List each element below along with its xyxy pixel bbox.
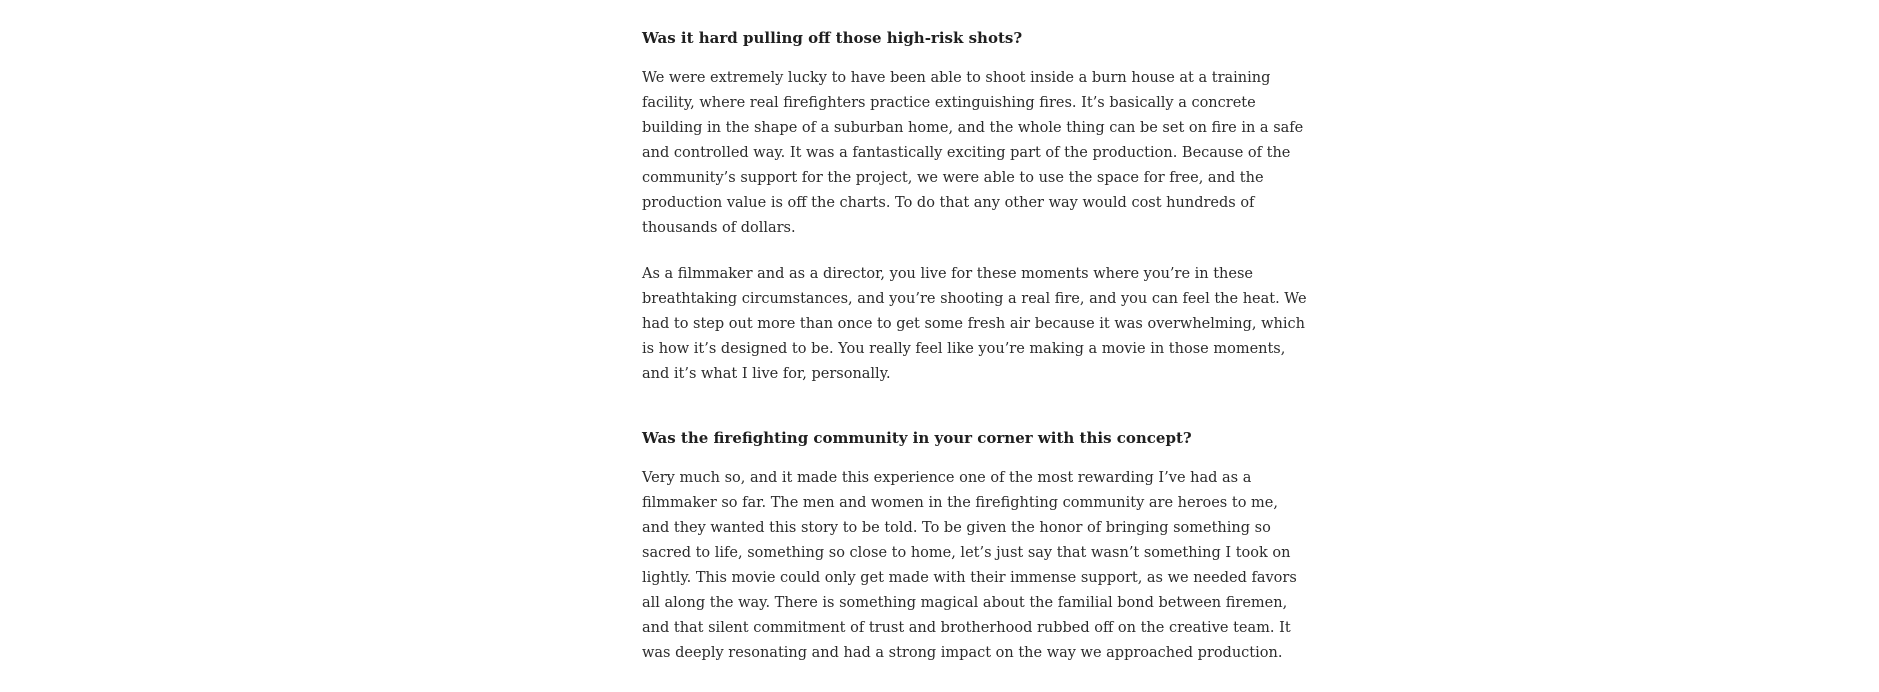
answer-paragraph — [642, 262, 1307, 387]
answer-paragraph — [642, 66, 1303, 241]
paragraph-line: and they wanted this story to be told. To be given the honor of bringing something so — [642, 520, 1271, 536]
paragraph-line: filmmaker so far. The men and women in the firefighting community are heroes to me, — [642, 495, 1278, 511]
paragraph-line: sacred to life, something so close to home, let’s just say that wasn’t something I took on — [642, 545, 1291, 561]
paragraph-line: is how it’s designed to be. You really feel like you’re making a movie in those moments, — [642, 341, 1286, 357]
paragraph-line: building in the shape of a suburban home, and the whole thing can be set on fire in a safe — [642, 120, 1304, 136]
paragraph-line: production value is off the charts. To do that any other way would cost hundreds of — [642, 195, 1255, 211]
answer-paragraph — [642, 466, 1297, 666]
paragraph-line: facility, where real firefighters practice extinguishing fires. It’s basically a concrete — [642, 95, 1256, 111]
interview-question: Was it hard pulling off those high-risk shots? — [642, 29, 1023, 47]
paragraph-line: and it’s what I live for, personally. — [642, 366, 891, 382]
paragraph-line: all along the way. There is something magical about the familial bond between firemen, — [642, 595, 1288, 611]
paragraph-line: had to step out more than once to get some fresh air because it was overwhelming, which — [642, 316, 1305, 332]
paragraph-line: Very much so, and it made this experience one of the most rewarding I’ve had as a — [642, 470, 1252, 486]
paragraph-line: and that silent commitment of trust and brotherhood rubbed off on the creative team. It — [642, 620, 1291, 636]
interview-question: Was the firefighting community in your corner with this concept? — [642, 429, 1192, 447]
paragraph-line: community’s support for the project, we were able to use the space for free, and the — [642, 170, 1264, 186]
paragraph-line: and controlled way. It was a fantastically exciting part of the production. Because of the — [642, 145, 1291, 161]
paragraph-line: was deeply resonating and had a strong impact on the way we approached production. — [642, 645, 1283, 661]
paragraph-line: thousands of dollars. — [642, 220, 796, 236]
paragraph-line: We were extremely lucky to have been able to shoot inside a burn house at a training — [642, 70, 1271, 86]
paragraph-line: lightly. This movie could only get made with their immense support, as we needed favors — [642, 570, 1297, 586]
paragraph-line: breathtaking circumstances, and you’re shooting a real fire, and you can feel the heat. We — [642, 291, 1307, 307]
paragraph-line: As a filmmaker and as a director, you live for these moments where you’re in these — [642, 266, 1253, 282]
